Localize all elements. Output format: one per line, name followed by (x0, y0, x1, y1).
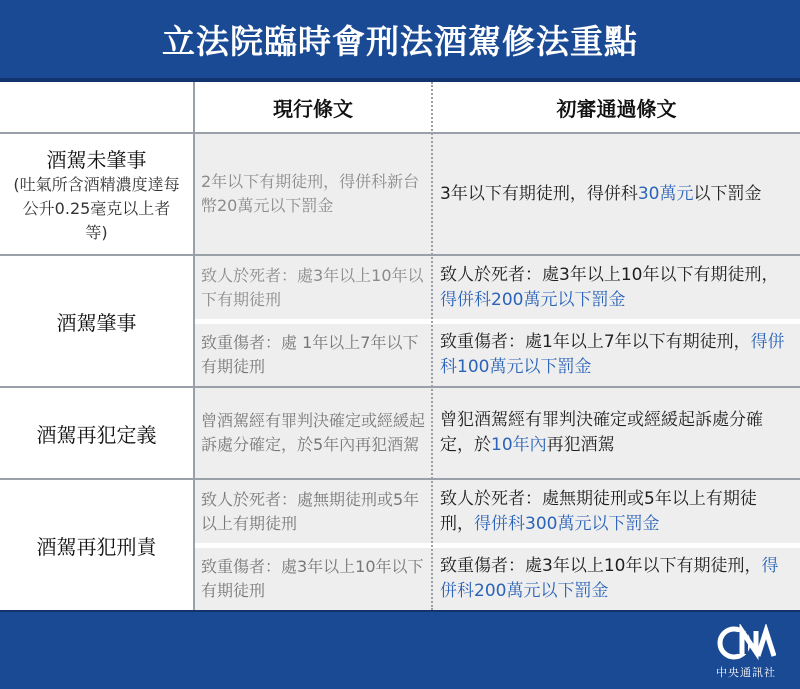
new-text-highlight: 10年內 (491, 435, 547, 455)
current-text (201, 256, 425, 319)
current-text-value: 致重傷者：處3年以上10年以下有期徒刑 (201, 557, 424, 600)
column-divider-dotted (431, 82, 433, 610)
new-text (440, 324, 790, 386)
new-text-part: 以下罰金 (693, 183, 762, 204)
current-text-value: 致重傷者：處 1年以上7年以下有期徒刑 (201, 333, 419, 376)
page-title: 立法院臨時會刑法酒駕修法重點 (162, 21, 638, 61)
new-text-part: 3年以下有期徒刑，得併科 (440, 183, 638, 204)
new-text-value (440, 182, 761, 207)
column-header-current: 現行條文 (273, 96, 353, 121)
new-text (440, 256, 790, 319)
row-label: 酒駕再犯定義 (36, 422, 157, 447)
column-divider (193, 82, 195, 610)
current-text (201, 324, 425, 386)
current-text (201, 480, 425, 543)
row-label: 酒駕未肇事 (46, 147, 147, 172)
new-text-part: 曾犯酒駕經有罪判決確定或經緩起訴處分確定，於 (440, 410, 763, 455)
new-text-highlight: 得併科100萬元以下罰金 (440, 332, 785, 377)
row-label: 酒駕肇事 (56, 310, 137, 335)
row-header-3 (0, 388, 193, 478)
new-text-highlight: 30萬元 (637, 183, 694, 204)
comparison-table (0, 82, 800, 610)
cna-logo (704, 624, 788, 682)
column-header-new: 初審通過條文 (556, 96, 677, 121)
current-text (201, 388, 425, 478)
current-text-value: 2年以下有期徒刑，得併科新台幣20萬元以下罰金 (201, 172, 420, 215)
new-text (440, 134, 790, 254)
row-header-1 (0, 134, 193, 254)
new-text-highlight: 得併科300萬元以下罰金 (474, 513, 660, 534)
cna-logo-icon (716, 624, 776, 662)
new-text-part: 致重傷者：處1年以上7年以下有期徒刑， (440, 332, 751, 352)
new-text-value (440, 263, 790, 313)
current-text (201, 548, 425, 610)
new-text-value (440, 554, 790, 604)
row-header-4 (0, 480, 193, 610)
row-sublabel: (吐氣所含酒精濃度達每公升0.25毫克以上者等) (13, 174, 180, 242)
row-label: 酒駕再犯刑責 (36, 534, 157, 559)
new-text-part: 致人於死者：處3年以上10年以下有期徒刑， (440, 264, 779, 285)
new-text-value (440, 408, 790, 458)
org-name: 中央通訊社 (716, 666, 776, 679)
current-text (201, 134, 425, 254)
new-text-highlight: 得併科200萬元以下罰金 (440, 289, 626, 310)
new-text (440, 548, 790, 610)
row-header-2 (0, 256, 193, 386)
new-text-part: 再犯酒駕 (546, 435, 615, 455)
new-text-part: 致人於死者：處無期徒刑或5年以上有期徒刑， (440, 488, 757, 534)
new-text-value (440, 330, 790, 380)
current-text-value: 致人於死者：處3年以上10年以下有期徒刑 (201, 265, 424, 309)
new-text-part: 致重傷者：處3年以上10年以下有期徒刑， (440, 556, 762, 576)
current-text-value: 致人於死者：處無期徒刑或5年以上有期徒刑 (201, 489, 420, 533)
current-text-value: 曾酒駕經有罪判決確定或經緩起訴處分確定，於5年內再犯酒駕 (201, 411, 426, 454)
new-text (440, 388, 790, 478)
footer-banner (0, 610, 800, 689)
new-text-highlight: 得併科200萬元以下罰金 (440, 556, 779, 601)
title-banner (0, 0, 800, 82)
new-text-value (440, 487, 790, 537)
new-text (440, 480, 790, 543)
